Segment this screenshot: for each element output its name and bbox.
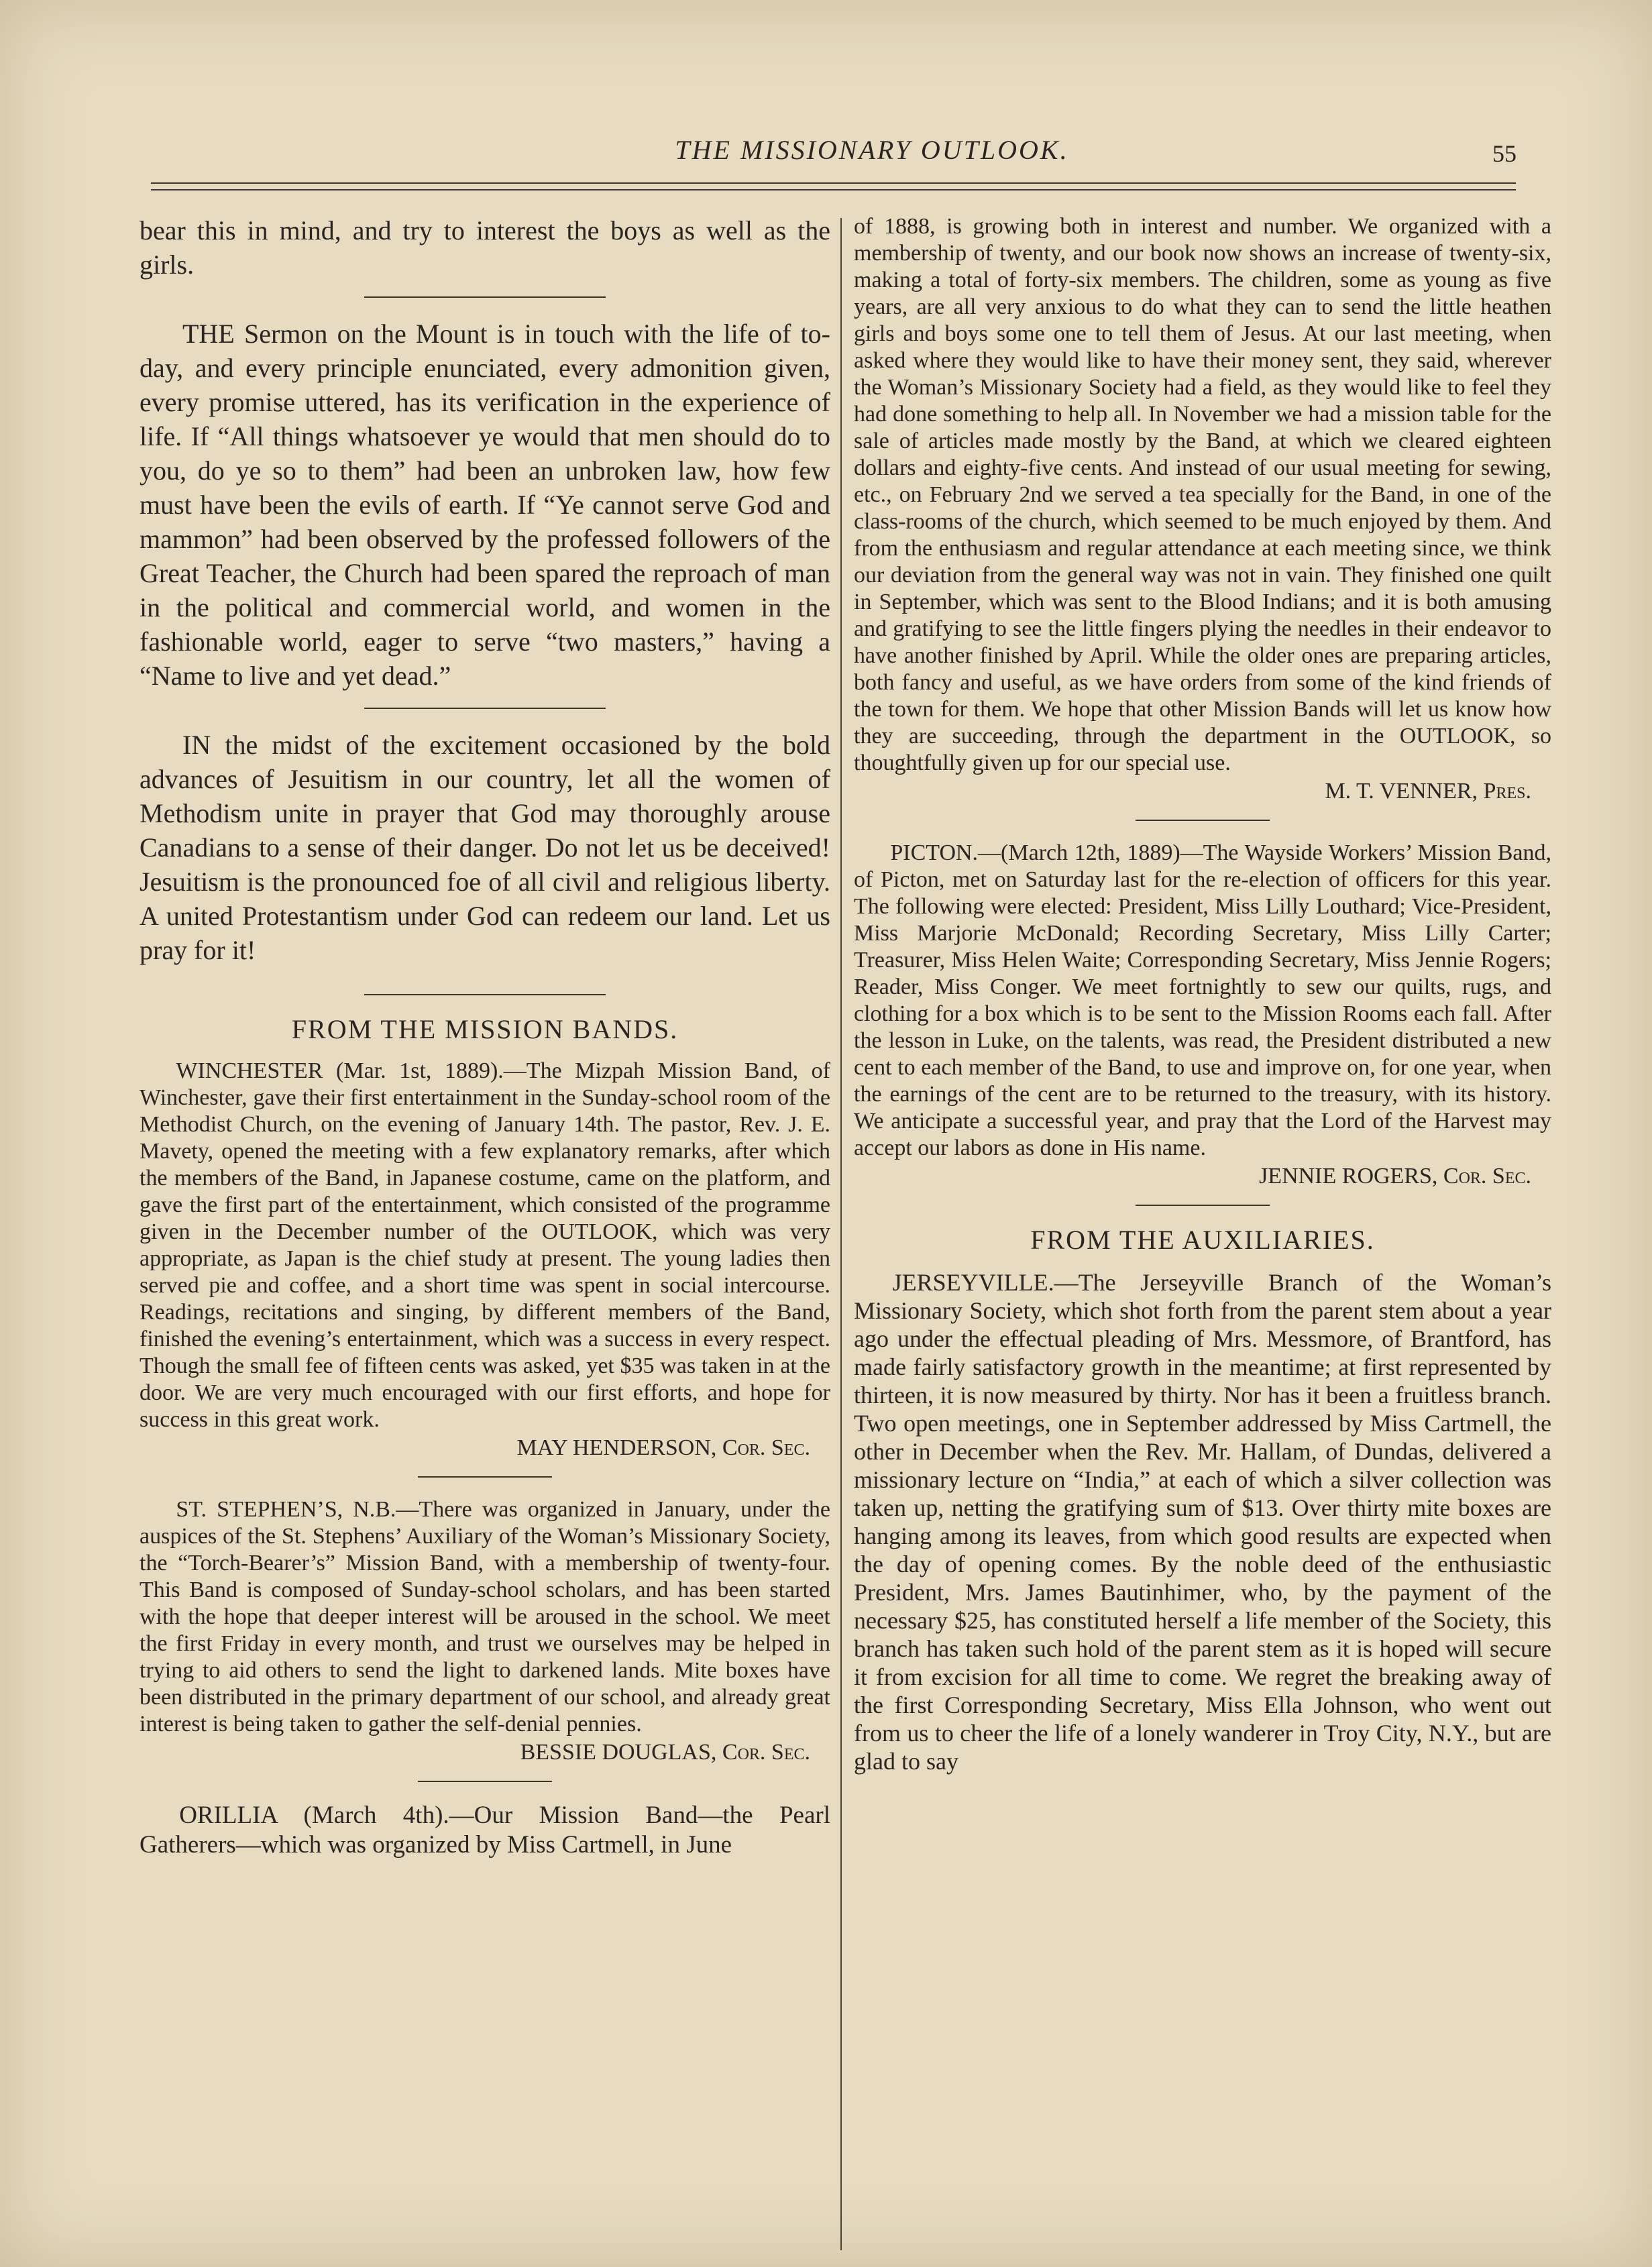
section-rule: [364, 708, 606, 709]
continuation-paragraph: bear this in mind, and try to interest the boys as well as the girls.: [140, 215, 830, 280]
header-rule-top: [151, 182, 1516, 184]
section-rule: [364, 994, 606, 995]
left-column: [140, 213, 830, 1860]
column-divider: [840, 218, 842, 2250]
mission-bands-heading: FROM THE MISSION BANDS.: [291, 1014, 679, 1044]
picton-signature: JENNIE ROGERS, Cor. Sec.: [1259, 1164, 1531, 1188]
winchester-report: WINCHESTER (Mar. 1st, 1889).—The Mizpah Mission Band, of Winchester, gave their first entertainment in the Sunday-school room of the Methodist Church, on the evening of January 14th. The pastor, Rev. J. E. Mavety, opened the meeting with a few explanatory remarks, after which the members of the Band, in Japanese costume, came on the platform, and gave the first part of the entertainment, which consisted of the programme given in the December number of the OUTLOOK, which was very appropriate, as Japan is the chief study at present. The young ladies then served pie and coffee, and a short time was spent in social intercourse. Readings, recitations and singing, by different members of the Band, finished the evening’s entertainment, which was a success in every respect. Though the small fee of fifteen cents was asked, yet $35 was taken in at the door. We are very much encouraged with our first efforts, and hope for success in this great work.: [140, 1058, 830, 1432]
jerseyville-report: JERSEYVILLE.—The Jerseyville Branch of the Woman’s Missionary Society, which shot forth from the parent stem about a year ago under the effectual pleading of Mrs. Messmore, of Brantford, has made fairly satisfactory growth in the meantime; at first represented by thirteen, it is now measured by thirty. Nor has it been a fruitless branch. Two open meetings, one in September addressed by Miss Cartmell, the other in December when the Rev. Mr. Hallam, of Dundas, delivered a missionary lecture on “India,” at each of which a silver collection was taken up, netting the gratifying sum of $13. Over thirty mite boxes are hanging among its leaves, from which good results are expected when the day of opening comes. By the noble deed of the enthusiastic President, Mrs. James Bautinhimer, who, by the payment of the necessary $25, has constituted herself a life member of the Society, this branch has taken such hold of the parent stem as it is hoped will secure it from excision for all time to come. We regret the breaking away of the first Corresponding Secretary, Miss Ella Johnson, who went out from us to cheer the life of a lonely wanderer in Troy City, N.Y., but are glad to say: [854, 1269, 1551, 1775]
jesuitism-paragraph: IN the midst of the excitement occasioned by the bold advances of Jesuitism in our country, let all the women of Methodism unite in prayer that God may thoroughly arouse Canadians to a sense of their danger. Do not let us be deceived! Jesuitism is the pronounced foe of all civil and religious liberty. A united Protestantism under God can redeem our land. Let us pray for it!: [140, 730, 830, 965]
right-column: [854, 213, 1551, 1775]
section-rule: [1136, 1205, 1270, 1206]
winchester-signature: MAY HENDERSON, Cor. Sec.: [516, 1435, 810, 1460]
st-stephens-signature: BESSIE DOUGLAS, Cor. Sec.: [520, 1740, 810, 1765]
picton-report: PICTON.—(March 12th, 1889)—The Wayside Workers’ Mission Band, of Picton, met on Saturday last for the re-election of officers for this year. The following were elected: President, Miss Lilly Louthard; Vice-President, Miss Marjorie McDonald; Recording Secretary, Miss Lilly Carter; Treasurer, Miss Helen Waite; Corresponding Secretary, Miss Jennie Rogers; Reader, Miss Conger. We meet fortnightly to sew our quilts, rugs, and clothing for a box which is to be sent to the Mission Rooms each fall. After the lesson in Luke, on the talents, was read, the President distributed a new cent to each member of the Band, to use and improve on, for one year, when the earnings of the cent are to be returned to the treasury, with its history. We anticipate a successful year, and pray that the Lord of the Harvest may accept our labors as done in His name.: [854, 840, 1551, 1160]
header-rule-bottom: [151, 189, 1516, 190]
section-rule: [364, 296, 606, 298]
journal-title: THE MISSIONARY OUTLOOK.: [675, 135, 1069, 165]
auxiliaries-heading: FROM THE AUXILIARIES.: [1030, 1225, 1375, 1255]
section-rule: [418, 1476, 552, 1478]
orillia-signature: M. T. VENNER, Pres.: [1325, 779, 1531, 804]
sermon-paragraph: THE Sermon on the Mount is in touch with the life of to-day, and every principle enunciated, every admonition given, every promise uttered, has its verification in the experience of life. If “All things whatsoever ye would that men should do to you, do ye so to them” had been an unbroken law, how few must have been the evils of earth. If “Ye cannot serve God and mammon” had been observed by the professed followers of the Great Teacher, the Church had been spared the reproach of man in the political and commercial world, and women in the fashionable world, eager to serve “two masters,” having a “Name to live and yet dead.”: [140, 319, 830, 691]
st-stephens-report: ST. STEPHEN’S, N.B.—There was organized in January, under the auspices of the St. Stephens’ Auxiliary of the Woman’s Missionary Society, the “Torch-Bearer’s” Mission Band, with a membership of twenty-four. This Band is composed of Sunday-school scholars, and has been started with the hope that deeper interest will be aroused in the school. We meet the first Friday in every month, and trust we ourselves may be helped in trying to aid others to send the light to darkened lands. Mite boxes have been distributed in the primary department of our school, and already great interest is being taken to gather the self-denial pennies.: [140, 1497, 830, 1736]
running-head: [0, 134, 1652, 174]
section-rule: [1136, 820, 1270, 821]
orillia-report-start: ORILLIA (March 4th).—Our Mission Band—the Pearl Gatherers—which was organized by Miss Cartmell, in June: [140, 1802, 830, 1859]
page-number: 55: [1492, 140, 1517, 167]
orillia-report-continued: of 1888, is growing both in interest and number. We organized with a membership of twenty, and our book now shows an increase of twenty-six, making a total of forty-six members. The children, some as young as five years, are all very anxious to do what they can to send the little heathen girls and boys some one to tell them of Jesus. At our last meeting, when asked where they would like to have their money sent, they said, wherever the Woman’s Missionary Society had a field, as they would like to feel they had done something to help all. In November we had a mission table for the sale of articles made mostly by the Band, at which we cleared eighteen dollars and eighty-five cents. And instead of our usual meeting for sewing, etc., on February 2nd we served a tea specially for the Band, in one of the class-rooms of the church, which seemed to be much enjoyed by them. And from the enthusiasm and regular attendance at each meeting since, we think our deviation from the general way was not in vain. They finished one quilt in September, which was sent to the Blood Indians; and it is both amusing and gratifying to see the little fingers plying the needles in their endeavor to have another finished by April. While the older ones are preparing articles, both fancy and useful, as we have orders from some of the kind friends of the town for them. We hope that other Mission Bands will let us know how they are succeeding, through the department in the OUTLOOK, so thoughtfully given up for our special use.: [854, 214, 1551, 775]
section-rule: [418, 1781, 552, 1782]
